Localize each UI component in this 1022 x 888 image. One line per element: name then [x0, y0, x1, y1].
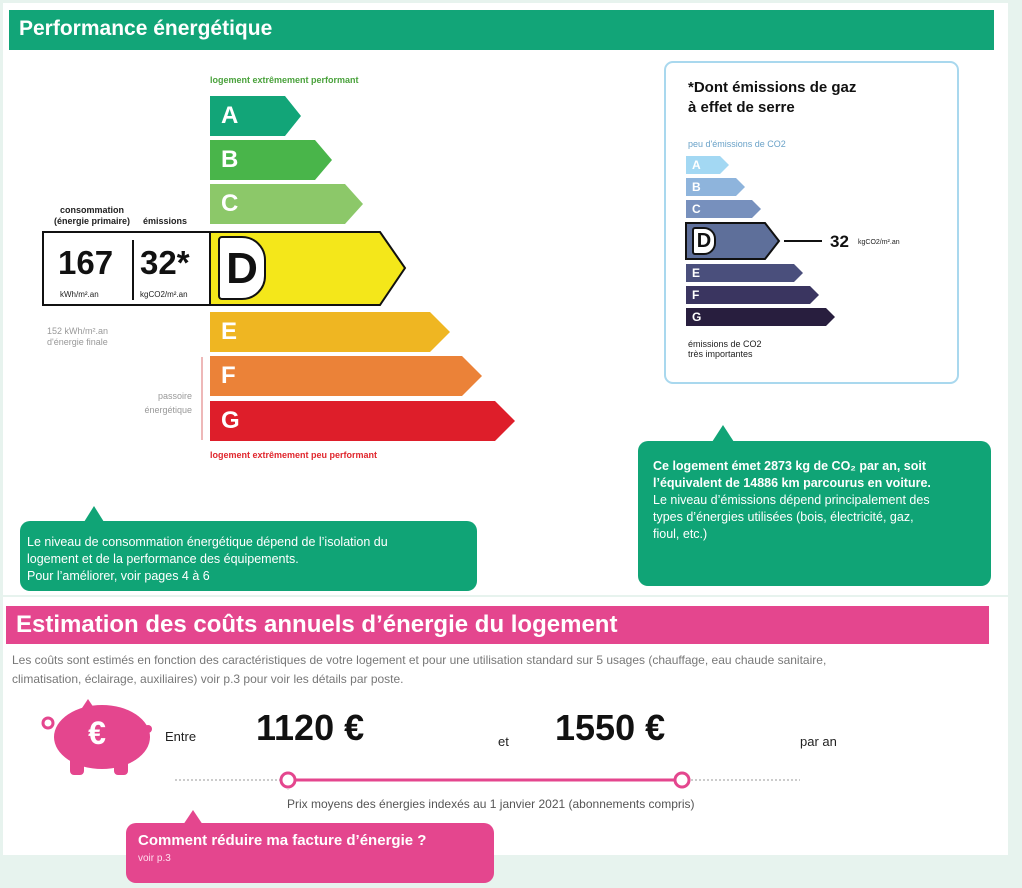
right-callout-pointer	[712, 425, 734, 442]
range-high-marker	[675, 773, 689, 787]
ges-bar-f	[686, 286, 819, 304]
par-an-label: par an	[800, 734, 837, 749]
emissions-label: émissions	[143, 216, 188, 226]
reduce-link[interactable]: voir p.3	[138, 853, 171, 864]
costs-description: Les coûts sont estimés en fonction des caractéristiques de votre logement et pour une utilisation standard sur 5 usages (chauffage, eau chaude sanitaire, climatisation, éclairage, auxiliaires) voir p.3 pour voir les détails par poste.	[12, 653, 827, 686]
top-scale-label: logement extrêmement performant	[210, 75, 359, 85]
ges-title: *Dont émissions de gaz à effet de serre	[688, 79, 857, 116]
euro-symbol: €	[88, 715, 106, 751]
energy-letter-a: A	[221, 102, 239, 129]
energy-bar-g	[210, 401, 515, 441]
ges-letter-f: F	[692, 288, 700, 302]
reduce-title: Comment réduire ma facture d’énergie ?	[138, 832, 427, 849]
ges-bar-g	[686, 308, 835, 326]
energy-letter-c: C	[221, 190, 239, 217]
bottom-scale-label: logement extrêmement peu performant	[210, 450, 378, 460]
price-note: Prix moyens des énergies indexés au 1 janvier 2021 (abonnements compris)	[287, 797, 695, 811]
costs-title: Estimation des coûts annuels d’énergie du logement	[6, 606, 989, 644]
cost-low-value: 1120 €	[256, 707, 365, 748]
energy-bar-e	[210, 312, 450, 352]
entre-label: Entre	[165, 729, 197, 744]
energy-letter-b: B	[221, 146, 239, 173]
consumption-value: 167	[58, 244, 114, 281]
energy-bar-f	[210, 356, 482, 396]
energy-letter-f: F	[221, 362, 236, 389]
ges-value: 32	[830, 232, 849, 251]
left-callout-pointer	[84, 506, 104, 522]
ges-letter-b: B	[692, 180, 701, 194]
ges-letter-a: A	[692, 158, 701, 172]
final-energy-label: 152 kWh/m².an d'énergie finale	[47, 326, 109, 347]
ges-letter-g: G	[692, 310, 702, 324]
emissions-unit: kgCO2/m².an	[140, 290, 188, 299]
consumption-label: consommation (énergie primaire)	[53, 205, 131, 226]
consumption-callout: Le niveau de consommation énergétique dépend de l’isolation du logement et de la performance des équipements. Pour l’améliorer, voir pages 4 à 6	[20, 521, 477, 591]
passoire-label: passoire énergétique	[144, 391, 192, 415]
ges-top-label: peu d'émissions de CO2	[688, 139, 786, 149]
energy-letter-e: E	[221, 318, 238, 345]
ges-callout: Ce logement émet 2873 kg de CO₂ par an, soit l’équivalent de 14886 km parcourus en voiture. Le niveau d’émissions dépend principalement des types d’énergies utilisées (bois, électricité, gaz, fioul, etc.)	[638, 441, 991, 586]
emissions-value: 32*	[140, 244, 190, 281]
cost-range-bar	[170, 770, 810, 790]
range-low-marker	[281, 773, 295, 787]
et-label: et	[498, 734, 509, 749]
ges-bar-e	[686, 264, 803, 282]
energy-letter-g: G	[221, 407, 240, 434]
consumption-unit: kWh/m².an	[60, 290, 99, 299]
cost-high-value: 1550 €	[555, 707, 666, 748]
current-ges-class: D	[692, 227, 716, 255]
reduce-bill-callout[interactable]	[126, 823, 494, 883]
current-energy-class: D	[218, 236, 266, 300]
ges-letter-e: E	[692, 266, 701, 280]
ges-unit: kgCO2/m².an	[858, 239, 900, 246]
ges-letter-c: C	[692, 202, 701, 216]
performance-title: Performance énergétique	[9, 10, 994, 50]
ges-bottom-label: émissions de CO2 très importantes	[688, 339, 762, 359]
